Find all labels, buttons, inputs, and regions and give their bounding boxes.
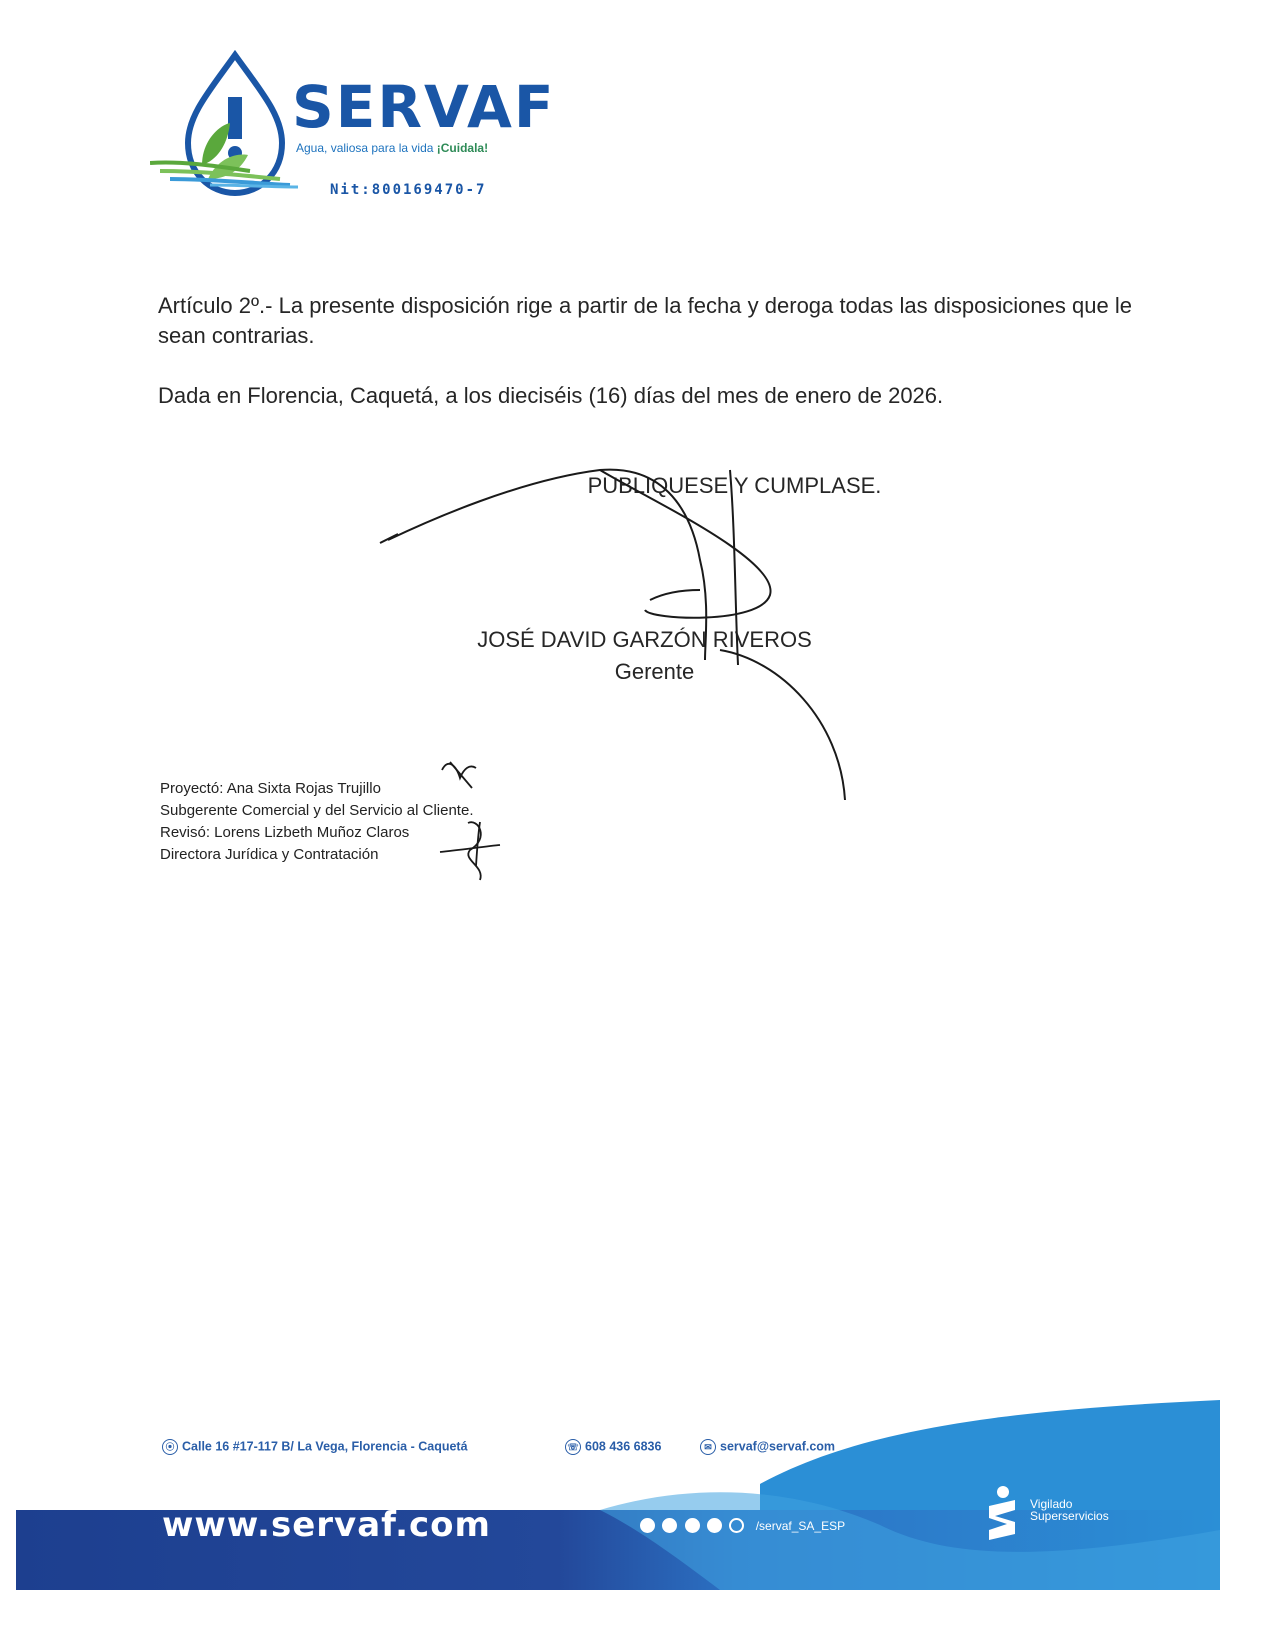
vigilado-superservicios: Vigilado Superservicios [1030,1497,1109,1523]
location-icon: ⦿ [162,1439,178,1455]
youtube-icon [707,1518,722,1533]
phone-icon: ☏ [565,1439,581,1455]
projected-by: Proyectó: Ana Sixta Rojas Trujillo [160,780,381,797]
brand-slogan: Agua, valiosa para la vida ¡Cuidala! [296,141,489,155]
footer-phone: ☏ 608 436 6836 [565,1439,661,1455]
projected-by-role: Subgerente Comercial y del Servicio al Cliente. [160,802,474,819]
article-paragraph: Artículo 2º.- La presente disposición rige a partir de la fecha y deroga todas las disposiciones que le sean contrarias. [158,293,1132,348]
instagram-icon [662,1518,677,1533]
closing-formula: PUBLIQUESE Y CUMPLASE. [587,473,882,498]
footer-address: ⦿ Calle 16 #17-117 B/ La Vega, Florencia - Caquetá [162,1439,468,1455]
social-links [640,1518,845,1533]
company-nit: Nit:800169470-7 [330,182,487,198]
reviewed-by: Revisó: Lorens Lizbeth Muñoz Claros [160,824,410,841]
date-paragraph: Dada en Florencia, Caquetá, a los dieciséis (16) días del mes de enero de 2026. [158,383,944,408]
tiktok-icon [729,1518,744,1533]
facebook-icon [640,1518,655,1533]
twitter-icon [685,1518,700,1533]
superservicios-logo-icon [985,1484,1021,1542]
reviewed-by-role: Directora Jurídica y Contratación [160,846,379,863]
footer-website: www.servaf.com [162,1505,491,1545]
social-handle: /servaf_SA_ESP [755,1518,846,1533]
mail-icon: ✉ [700,1439,716,1455]
signer-name: JOSÉ DAVID GARZÓN RIVEROS [477,627,812,652]
signer-role: Gerente [614,659,695,684]
brand-name: SERVAF [292,73,556,141]
footer-email: ✉ servaf@servaf.com [700,1439,835,1455]
